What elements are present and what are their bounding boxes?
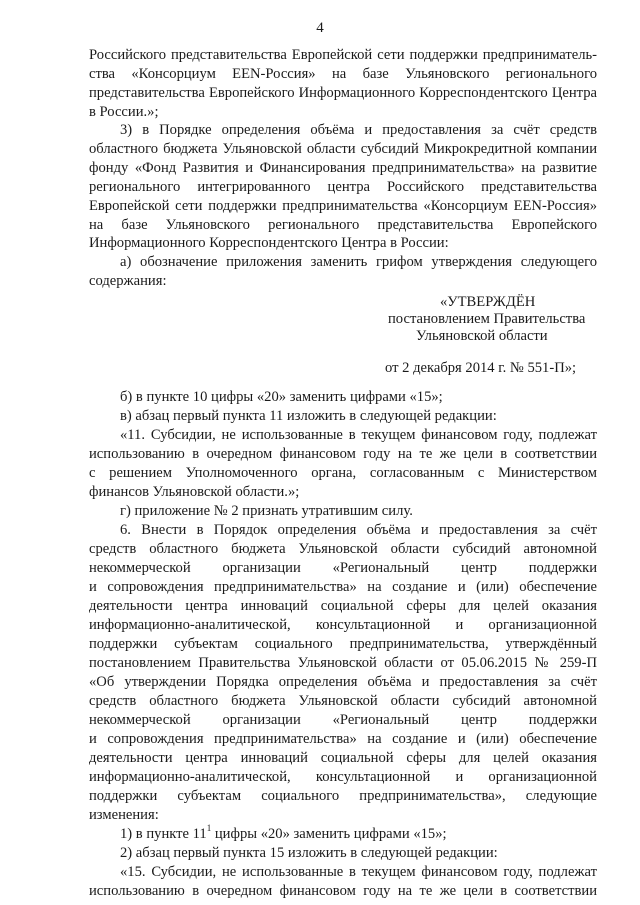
text-line: регионального интегрированного центра Российского представительства <box>89 179 597 195</box>
text-line: 3) в Порядке определения объёма и предоставления за счёт средств <box>120 122 597 138</box>
text-line: в России.»; <box>89 104 159 120</box>
text-line: Европейской сети поддержки предпринимательства «Консорциум EEN-Россия» <box>89 198 597 214</box>
text-line: информационно-аналитической, консультационной и организационной <box>89 617 597 633</box>
approval-line: Ульяновской области <box>416 328 548 344</box>
text-line: некоммерческой организации «Региональный центр поддержки <box>89 712 597 728</box>
text-line: ства «Консорциум EEN-Россия» на базе Ульяновского регионального <box>89 66 597 82</box>
approval-date: от 2 декабря 2014 г. № 551-П»; <box>385 360 577 376</box>
text-line: использованию в очередном финансовом году на те же цели в соответствии <box>89 446 597 462</box>
text-line: а) обозначение приложения заменить грифом утверждения следующего <box>120 254 597 270</box>
text-line: б) в пункте 10 цифры «20» заменить цифрами «15»; <box>120 389 443 405</box>
text-line: Российского представительства Европейской сети поддержки предприниматель- <box>89 47 597 63</box>
approval-line: постановлением Правительства <box>388 311 586 327</box>
text-line: информационно-аналитической, консультационной и организационной <box>89 769 597 785</box>
text-line: 6. Внести в Порядок определения объёма и предоставления за счёт <box>120 522 597 538</box>
text-line: средств областного бюджета Ульяновской области субсидий автономной <box>89 541 597 557</box>
text-line: «11. Субсидии, не использованные в текущем финансовом году, подлежат <box>120 427 597 443</box>
text-line: Информационного Корреспондентского Центра в России: <box>89 235 449 251</box>
text-line: постановлением Правительства Ульяновской области от 05.06.2015 № 259-П <box>89 655 597 671</box>
text-line: г) приложение № 2 признать утратившим силу. <box>120 503 413 519</box>
text-line: фонду «Фонд Развития и Финансирования предпринимательства» на развитие <box>89 160 597 176</box>
text-line: деятельности центра инноваций социальной сферы для целей оказания <box>89 598 597 614</box>
page-number: 4 <box>316 20 324 36</box>
text-line: поддержки субъектам социального предпринимательства», следующие <box>89 788 597 804</box>
text-line: 2) абзац первый пункта 15 изложить в следующей редакции: <box>120 845 498 861</box>
text-line: изменения: <box>89 807 159 823</box>
text-line: на базе Ульяновского регионального представительства Европейского <box>89 217 597 233</box>
approval-heading: «УТВЕРЖДЁН <box>440 294 536 310</box>
text-line: «15. Субсидии, не использованные в текущем финансовом году, подлежат <box>120 864 597 880</box>
text-line: некоммерческой организации «Региональный центр поддержки <box>89 560 597 576</box>
text-line: с решением Уполномоченного органа, согласованным с Министерством <box>89 465 597 481</box>
text-line: средств областного бюджета Ульяновской области субсидий автономной <box>89 693 597 709</box>
text-line: и сопровождения предпринимательства» на создание и (или) обеспечение <box>89 731 597 747</box>
text-line: «Об утверждении Порядка определения объёма и предоставления за счёт <box>89 674 597 690</box>
text-line: и сопровождения предпринимательства» на создание и (или) обеспечение <box>89 579 597 595</box>
text-line: содержания: <box>89 273 167 289</box>
text-line: использованию в очередном финансовом году на те же цели в соответствии <box>89 883 597 899</box>
text-line: деятельности центра инноваций социальной сферы для целей оказания <box>89 750 597 766</box>
superscript: 1 <box>206 823 212 834</box>
text-line: поддержки субъектам социального предпринимательства, утверждённый <box>89 636 597 652</box>
text-line: в) абзац первый пункта 11 изложить в следующей редакции: <box>120 408 497 424</box>
text-line: финансов Ульяновской области.»; <box>89 484 300 500</box>
text-line: представительства Европейского Информационного Корреспондентского Центра <box>89 85 597 101</box>
text-line: 1) в пункте $11^1$ цифры «20» заменить цифрами «15»; <box>120 823 447 842</box>
text-line: областного бюджета Ульяновской области субсидий Микрокредитной компании <box>89 141 597 157</box>
